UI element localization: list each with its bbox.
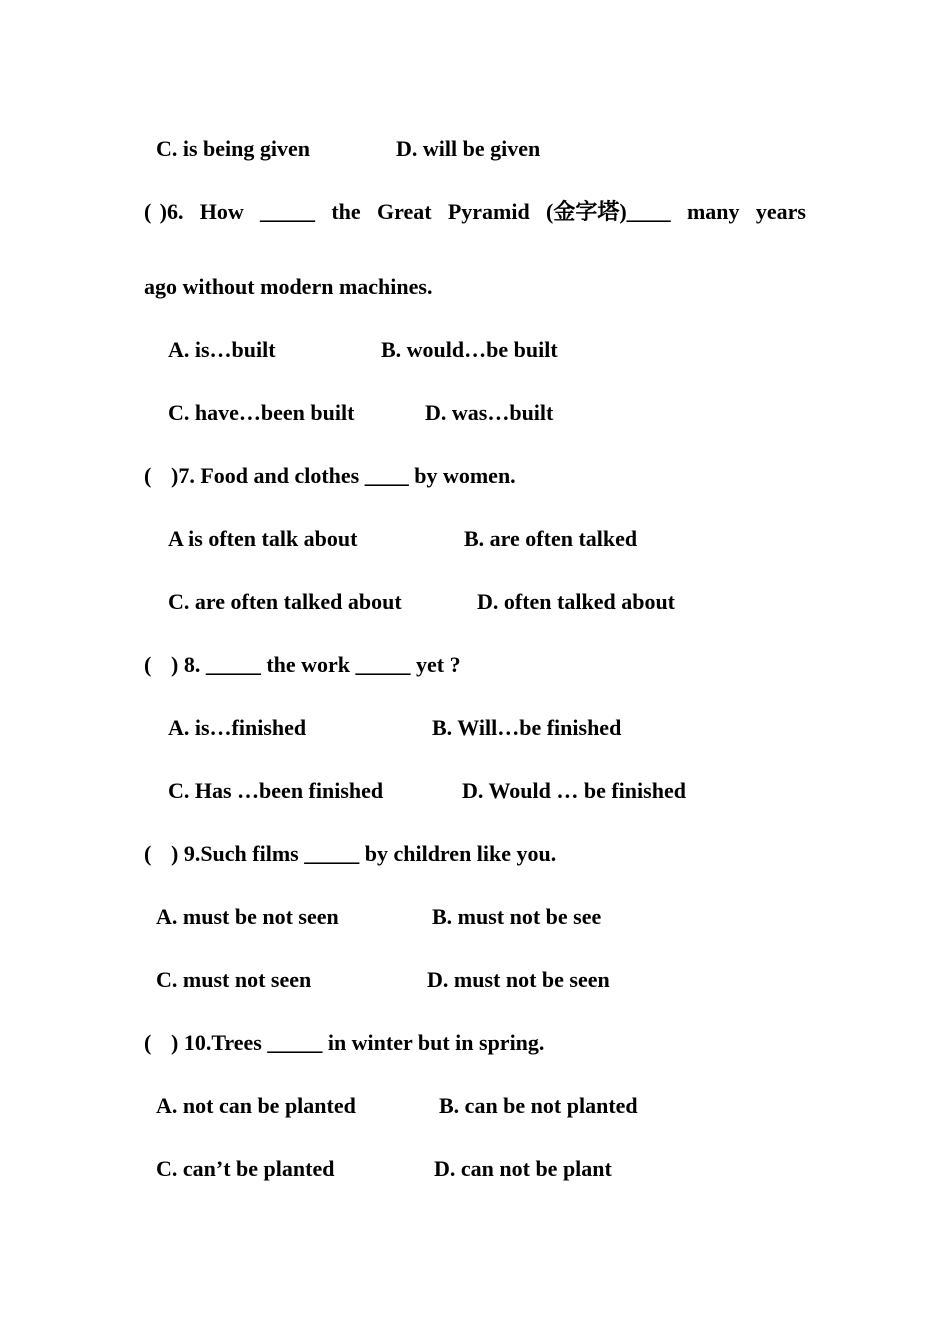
- q10-option-d: D. can not be plant: [434, 1156, 612, 1181]
- q10-option-b: B. can be not planted: [439, 1093, 638, 1118]
- q6-option-b: B. would…be built: [381, 337, 558, 362]
- q6-word: Pyramid: [447, 199, 530, 224]
- q8-stem: ) 8. _____ the work _____ yet ?: [171, 652, 461, 677]
- q9-stem: ) 9.Such films _____ by children like you.: [171, 841, 557, 866]
- q8-option-c: C. Has …been finished: [168, 778, 384, 803]
- q9-option-a: A. must be not seen: [156, 904, 339, 929]
- q10-paren-open: (: [144, 1030, 152, 1055]
- q6-stem: [144, 199, 806, 225]
- q8-paren-open: (: [144, 652, 152, 677]
- q6-option-d: D. was…built: [425, 400, 554, 425]
- q8-option-b: B. Will…be finished: [432, 715, 622, 740]
- q9-option-b: B. must not be see: [432, 904, 602, 929]
- q10-stem: ) 10.Trees _____ in winter but in spring.: [171, 1030, 545, 1055]
- q6-word: the: [331, 199, 361, 224]
- q7-option-d: D. often talked about: [477, 589, 676, 614]
- q7-option-c: C. are often talked about: [168, 589, 402, 614]
- q6-paren-open: (: [144, 199, 152, 224]
- q6-word: years: [755, 199, 806, 224]
- q9-option-c: C. must not seen: [156, 967, 312, 992]
- q6-word: How: [199, 199, 244, 224]
- q6-blank: _____: [260, 199, 316, 224]
- q7-option-b: B. are often talked: [464, 526, 638, 551]
- q6-word: many: [686, 199, 740, 224]
- q6-stem-continued: ago without modern machines.: [144, 274, 433, 299]
- q6-option-c: C. have…been built: [168, 400, 355, 425]
- q6-option-a: A. is…built: [168, 337, 276, 362]
- q10-option-a: A. not can be planted: [156, 1093, 356, 1118]
- q10-option-c: C. can’t be planted: [156, 1156, 335, 1181]
- q9-option-d: D. must not be seen: [427, 967, 610, 992]
- q7-option-a: A is often talk about: [168, 526, 358, 551]
- q8-option-a: A. is…finished: [168, 715, 307, 740]
- q7-stem: )7. Food and clothes ____ by women.: [171, 463, 516, 488]
- q5-option-d: D. will be given: [396, 136, 541, 161]
- q5-option-c: C. is being given: [156, 136, 311, 161]
- q7-paren-open: (: [144, 463, 152, 488]
- q6-word: Great: [376, 199, 432, 224]
- q6-word: (金字塔)____: [546, 199, 671, 224]
- q6-number: )6.: [159, 199, 184, 224]
- q8-option-d: D. Would … be finished: [462, 778, 686, 803]
- q9-paren-open: (: [144, 841, 152, 866]
